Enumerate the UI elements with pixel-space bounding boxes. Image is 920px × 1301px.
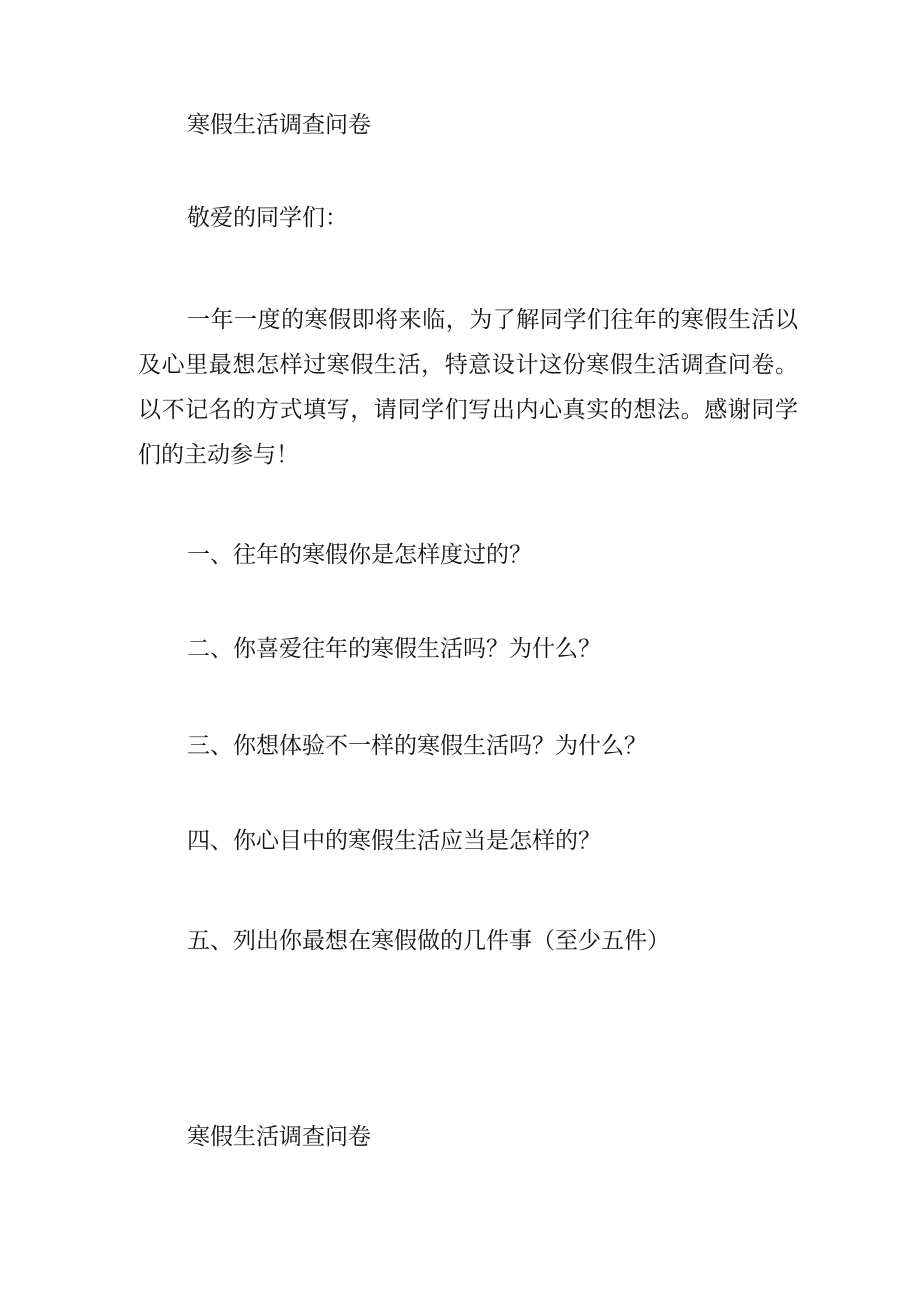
greeting: 敬爱的同学们： <box>187 205 348 231</box>
document-title: 寒假生活调查问卷 <box>187 112 371 138</box>
question-3: 三、你想体验不一样的寒假生活吗？为什么？ <box>187 733 647 759</box>
question-5: 五、列出你最想在寒假做的几件事（至少五件） <box>187 928 670 954</box>
question-2: 二、你喜爱往年的寒假生活吗？为什么？ <box>187 636 601 662</box>
repeat-title: 寒假生活调查问卷 <box>187 1124 371 1150</box>
intro-paragraph: 一年一度的寒假即将来临，为了解同学们往年的寒假生活以及心里最想怎样过寒假生活，特意设计这份寒假生活调查问卷。以不记名的方式填写，请同学们写出内心真实的想法。感谢同学们的主动参与！ <box>138 307 798 468</box>
question-1: 一、往年的寒假你是怎样度过的？ <box>187 542 532 568</box>
question-4: 四、你心目中的寒假生活应当是怎样的？ <box>187 828 601 854</box>
